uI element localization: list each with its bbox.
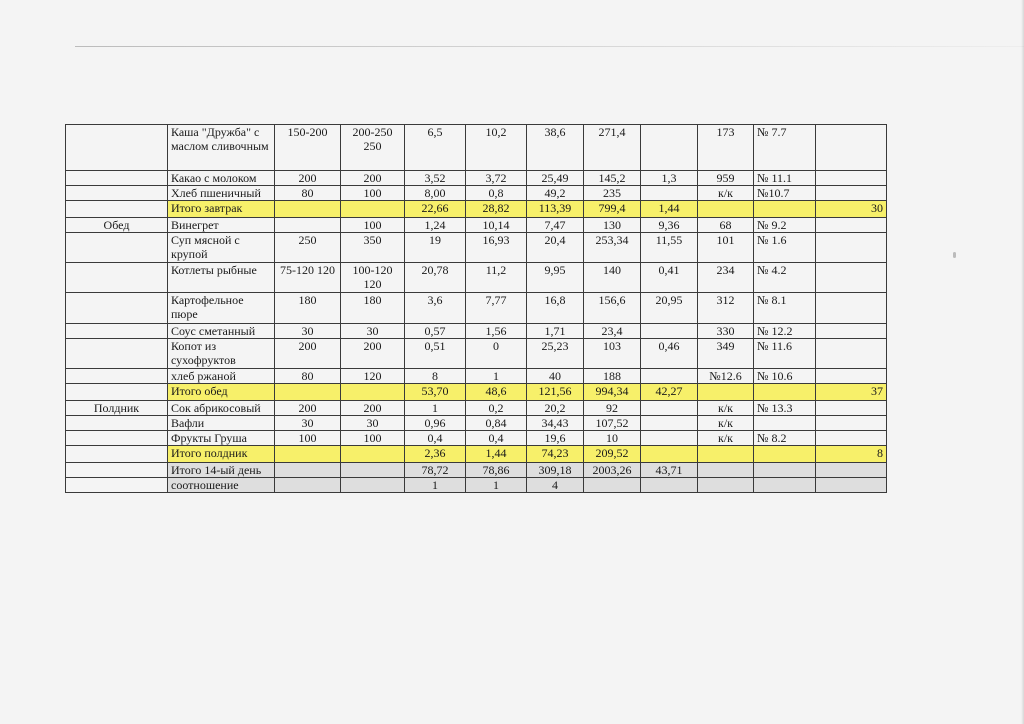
- table-row: [66, 233, 887, 263]
- weight-large-cell: 350: [341, 233, 405, 263]
- weight-large-cell: 30: [341, 416, 405, 431]
- dish-name-cell: Итого 14-ый день: [168, 463, 275, 478]
- meal-cell: [66, 186, 168, 201]
- table-row: [66, 478, 887, 493]
- carbs-cell: 4: [527, 478, 584, 493]
- table-row: [66, 293, 887, 324]
- scan-speck: [953, 252, 956, 258]
- reference-cell: № 8.1: [754, 293, 816, 324]
- weight-large-cell: 200: [341, 401, 405, 416]
- weight-small-cell: [275, 384, 341, 401]
- weight-small-cell: 150-200: [275, 125, 341, 171]
- weight-small-cell: 30: [275, 324, 341, 339]
- protein-cell: 2,36: [405, 446, 466, 463]
- fat-cell: 0,8: [466, 186, 527, 201]
- kcal-cell: 103: [584, 339, 641, 369]
- dish-name-cell: Соус сметанный: [168, 324, 275, 339]
- reference-cell: № 10.6: [754, 369, 816, 384]
- carbs-cell: 25,23: [527, 339, 584, 369]
- reference-cell: № 9.2: [754, 218, 816, 233]
- fat-cell: 78,86: [466, 463, 527, 478]
- weight-large-cell: [341, 463, 405, 478]
- meal-cell: [66, 171, 168, 186]
- carbs-cell: 121,56: [527, 384, 584, 401]
- meal-cell: [66, 431, 168, 446]
- vitamin-cell: 0,46: [641, 339, 698, 369]
- carbs-cell: 7,47: [527, 218, 584, 233]
- meal-cell: Полдник: [66, 401, 168, 416]
- recipe-cell: к/к: [698, 186, 754, 201]
- carbs-cell: 40: [527, 369, 584, 384]
- vitamin-cell: [641, 478, 698, 493]
- protein-cell: 3,52: [405, 171, 466, 186]
- kcal-cell: 130: [584, 218, 641, 233]
- reference-cell: № 11.1: [754, 171, 816, 186]
- vitamin-cell: 1,44: [641, 201, 698, 218]
- protein-cell: 0,57: [405, 324, 466, 339]
- protein-cell: 53,70: [405, 384, 466, 401]
- extra-cell: [816, 416, 887, 431]
- weight-large-cell: 180: [341, 293, 405, 324]
- kcal-cell: 2003,26: [584, 463, 641, 478]
- weight-small-cell: 180: [275, 293, 341, 324]
- vitamin-cell: 42,27: [641, 384, 698, 401]
- dish-name-cell: Хлеб пшеничный: [168, 186, 275, 201]
- meal-cell: [66, 369, 168, 384]
- carbs-cell: 9,95: [527, 263, 584, 293]
- weight-large-cell: 100: [341, 186, 405, 201]
- table-row: [66, 324, 887, 339]
- weight-large-cell: 200: [341, 171, 405, 186]
- weight-small-cell: 200: [275, 401, 341, 416]
- reference-cell: [754, 416, 816, 431]
- vitamin-cell: 20,95: [641, 293, 698, 324]
- carbs-cell: 1,71: [527, 324, 584, 339]
- recipe-cell: 312: [698, 293, 754, 324]
- extra-cell: [816, 339, 887, 369]
- carbs-cell: 34,43: [527, 416, 584, 431]
- carbs-cell: 38,6: [527, 125, 584, 171]
- vitamin-cell: [641, 401, 698, 416]
- reference-cell: [754, 463, 816, 478]
- kcal-cell: 107,52: [584, 416, 641, 431]
- vitamin-cell: 11,55: [641, 233, 698, 263]
- fat-cell: 16,93: [466, 233, 527, 263]
- dish-name-cell: хлеб ржаной: [168, 369, 275, 384]
- meal-cell: [66, 463, 168, 478]
- weight-large-cell: 100: [341, 431, 405, 446]
- kcal-cell: 92: [584, 401, 641, 416]
- weight-large-cell: 100-120 120: [341, 263, 405, 293]
- protein-cell: 1,24: [405, 218, 466, 233]
- meal-cell: [66, 201, 168, 218]
- weight-large-cell: [341, 201, 405, 218]
- reference-cell: [754, 478, 816, 493]
- recipe-cell: №12.6: [698, 369, 754, 384]
- extra-cell: [816, 218, 887, 233]
- recipe-cell: [698, 384, 754, 401]
- menu-nutrition-table: [65, 124, 887, 493]
- meal-cell: [66, 416, 168, 431]
- carbs-cell: 20,2: [527, 401, 584, 416]
- vitamin-cell: [641, 324, 698, 339]
- dish-name-cell: Каша "Дружба" с маслом сливочным: [168, 125, 275, 171]
- carbs-cell: 25,49: [527, 171, 584, 186]
- vitamin-cell: [641, 125, 698, 171]
- reference-cell: № 11.6: [754, 339, 816, 369]
- recipe-cell: 101: [698, 233, 754, 263]
- meal-cell: [66, 125, 168, 171]
- weight-large-cell: [341, 446, 405, 463]
- dish-name-cell: Фрукты Груша: [168, 431, 275, 446]
- vitamin-cell: [641, 369, 698, 384]
- page-fold-line: [75, 46, 1024, 47]
- fat-cell: 11,2: [466, 263, 527, 293]
- recipe-cell: 330: [698, 324, 754, 339]
- reference-cell: [754, 384, 816, 401]
- weight-small-cell: 30: [275, 416, 341, 431]
- weight-small-cell: [275, 463, 341, 478]
- weight-small-cell: [275, 201, 341, 218]
- protein-cell: 19: [405, 233, 466, 263]
- kcal-cell: 145,2: [584, 171, 641, 186]
- dish-name-cell: Суп мясной с крупой: [168, 233, 275, 263]
- recipe-cell: 959: [698, 171, 754, 186]
- carbs-cell: 49,2: [527, 186, 584, 201]
- extra-cell: [816, 401, 887, 416]
- vitamin-cell: [641, 186, 698, 201]
- table-row: [66, 263, 887, 293]
- recipe-cell: 68: [698, 218, 754, 233]
- carbs-cell: 19,6: [527, 431, 584, 446]
- meal-cell: Обед: [66, 218, 168, 233]
- weight-large-cell: [341, 478, 405, 493]
- weight-large-cell: 30: [341, 324, 405, 339]
- protein-cell: 20,78: [405, 263, 466, 293]
- table-row: [66, 384, 887, 401]
- meal-cell: [66, 324, 168, 339]
- extra-cell: 37: [816, 384, 887, 401]
- kcal-cell: 253,34: [584, 233, 641, 263]
- weight-small-cell: 250: [275, 233, 341, 263]
- reference-cell: № 7.7: [754, 125, 816, 171]
- extra-cell: [816, 478, 887, 493]
- extra-cell: [816, 233, 887, 263]
- reference-cell: [754, 201, 816, 218]
- table-row: [66, 369, 887, 384]
- reference-cell: №10.7: [754, 186, 816, 201]
- kcal-cell: 209,52: [584, 446, 641, 463]
- weight-small-cell: 200: [275, 171, 341, 186]
- carbs-cell: 16,8: [527, 293, 584, 324]
- weight-large-cell: 120: [341, 369, 405, 384]
- protein-cell: 78,72: [405, 463, 466, 478]
- protein-cell: 1: [405, 478, 466, 493]
- table-row: [66, 218, 887, 233]
- protein-cell: 0,51: [405, 339, 466, 369]
- carbs-cell: 309,18: [527, 463, 584, 478]
- fat-cell: 1: [466, 369, 527, 384]
- kcal-cell: 23,4: [584, 324, 641, 339]
- kcal-cell: 156,6: [584, 293, 641, 324]
- table-row: [66, 401, 887, 416]
- recipe-cell: к/к: [698, 416, 754, 431]
- fat-cell: 10,2: [466, 125, 527, 171]
- carbs-cell: 20,4: [527, 233, 584, 263]
- weight-small-cell: 200: [275, 339, 341, 369]
- table-row: [66, 186, 887, 201]
- reference-cell: № 13.3: [754, 401, 816, 416]
- dish-name-cell: соотношение: [168, 478, 275, 493]
- extra-cell: [816, 431, 887, 446]
- carbs-cell: 74,23: [527, 446, 584, 463]
- kcal-cell: 271,4: [584, 125, 641, 171]
- table-row: [66, 125, 887, 171]
- extra-cell: [816, 125, 887, 171]
- vitamin-cell: 9,36: [641, 218, 698, 233]
- recipe-cell: 234: [698, 263, 754, 293]
- fat-cell: 1,44: [466, 446, 527, 463]
- protein-cell: 8,00: [405, 186, 466, 201]
- dish-name-cell: Итого завтрак: [168, 201, 275, 218]
- dish-name-cell: Итого обед: [168, 384, 275, 401]
- reference-cell: № 12.2: [754, 324, 816, 339]
- extra-cell: [816, 369, 887, 384]
- reference-cell: № 4.2: [754, 263, 816, 293]
- recipe-cell: [698, 478, 754, 493]
- fat-cell: 0,2: [466, 401, 527, 416]
- vitamin-cell: 43,71: [641, 463, 698, 478]
- weight-small-cell: [275, 218, 341, 233]
- extra-cell: 8: [816, 446, 887, 463]
- reference-cell: № 1.6: [754, 233, 816, 263]
- kcal-cell: 799,4: [584, 201, 641, 218]
- table-row: [66, 463, 887, 478]
- dish-name-cell: Картофельное пюре: [168, 293, 275, 324]
- recipe-cell: 349: [698, 339, 754, 369]
- vitamin-cell: [641, 446, 698, 463]
- vitamin-cell: 1,3: [641, 171, 698, 186]
- kcal-cell: 235: [584, 186, 641, 201]
- table-row: [66, 431, 887, 446]
- kcal-cell: 188: [584, 369, 641, 384]
- weight-small-cell: 80: [275, 186, 341, 201]
- table-row: [66, 201, 887, 218]
- dish-name-cell: Итого полдник: [168, 446, 275, 463]
- meal-cell: [66, 263, 168, 293]
- extra-cell: [816, 171, 887, 186]
- meal-cell: [66, 478, 168, 493]
- extra-cell: [816, 293, 887, 324]
- reference-cell: [754, 446, 816, 463]
- dish-name-cell: Вафли: [168, 416, 275, 431]
- weight-small-cell: [275, 446, 341, 463]
- kcal-cell: 140: [584, 263, 641, 293]
- kcal-cell: [584, 478, 641, 493]
- table-row: [66, 339, 887, 369]
- protein-cell: 1: [405, 401, 466, 416]
- fat-cell: 3,72: [466, 171, 527, 186]
- fat-cell: 1: [466, 478, 527, 493]
- reference-cell: № 8.2: [754, 431, 816, 446]
- recipe-cell: [698, 446, 754, 463]
- meal-cell: [66, 446, 168, 463]
- kcal-cell: 10: [584, 431, 641, 446]
- fat-cell: 1,56: [466, 324, 527, 339]
- table-row: [66, 416, 887, 431]
- protein-cell: 6,5: [405, 125, 466, 171]
- weight-small-cell: 75-120 120: [275, 263, 341, 293]
- meal-cell: [66, 233, 168, 263]
- extra-cell: [816, 324, 887, 339]
- protein-cell: 3,6: [405, 293, 466, 324]
- recipe-cell: 173: [698, 125, 754, 171]
- table-row: [66, 171, 887, 186]
- weight-large-cell: 100: [341, 218, 405, 233]
- meal-cell: [66, 384, 168, 401]
- recipe-cell: к/к: [698, 431, 754, 446]
- vitamin-cell: [641, 416, 698, 431]
- table-row: [66, 446, 887, 463]
- meal-cell: [66, 339, 168, 369]
- meal-cell: [66, 293, 168, 324]
- carbs-cell: 113,39: [527, 201, 584, 218]
- extra-cell: 30: [816, 201, 887, 218]
- protein-cell: 8: [405, 369, 466, 384]
- vitamin-cell: 0,41: [641, 263, 698, 293]
- protein-cell: 0,4: [405, 431, 466, 446]
- recipe-cell: [698, 463, 754, 478]
- extra-cell: [816, 263, 887, 293]
- weight-small-cell: [275, 478, 341, 493]
- dish-name-cell: Сок абрикосовый: [168, 401, 275, 416]
- fat-cell: 7,77: [466, 293, 527, 324]
- recipe-cell: к/к: [698, 401, 754, 416]
- extra-cell: [816, 463, 887, 478]
- dish-name-cell: Копот из сухофруктов: [168, 339, 275, 369]
- weight-small-cell: 100: [275, 431, 341, 446]
- protein-cell: 0,96: [405, 416, 466, 431]
- fat-cell: 28,82: [466, 201, 527, 218]
- extra-cell: [816, 186, 887, 201]
- dish-name-cell: Котлеты рыбные: [168, 263, 275, 293]
- weight-large-cell: 200: [341, 339, 405, 369]
- kcal-cell: 994,34: [584, 384, 641, 401]
- fat-cell: 0,4: [466, 431, 527, 446]
- weight-large-cell: 200-250 250: [341, 125, 405, 171]
- fat-cell: 48,6: [466, 384, 527, 401]
- dish-name-cell: Винегрет: [168, 218, 275, 233]
- weight-small-cell: 80: [275, 369, 341, 384]
- protein-cell: 22,66: [405, 201, 466, 218]
- weight-large-cell: [341, 384, 405, 401]
- fat-cell: 10,14: [466, 218, 527, 233]
- recipe-cell: [698, 201, 754, 218]
- fat-cell: 0: [466, 339, 527, 369]
- dish-name-cell: Какао с молоком: [168, 171, 275, 186]
- vitamin-cell: [641, 431, 698, 446]
- fat-cell: 0,84: [466, 416, 527, 431]
